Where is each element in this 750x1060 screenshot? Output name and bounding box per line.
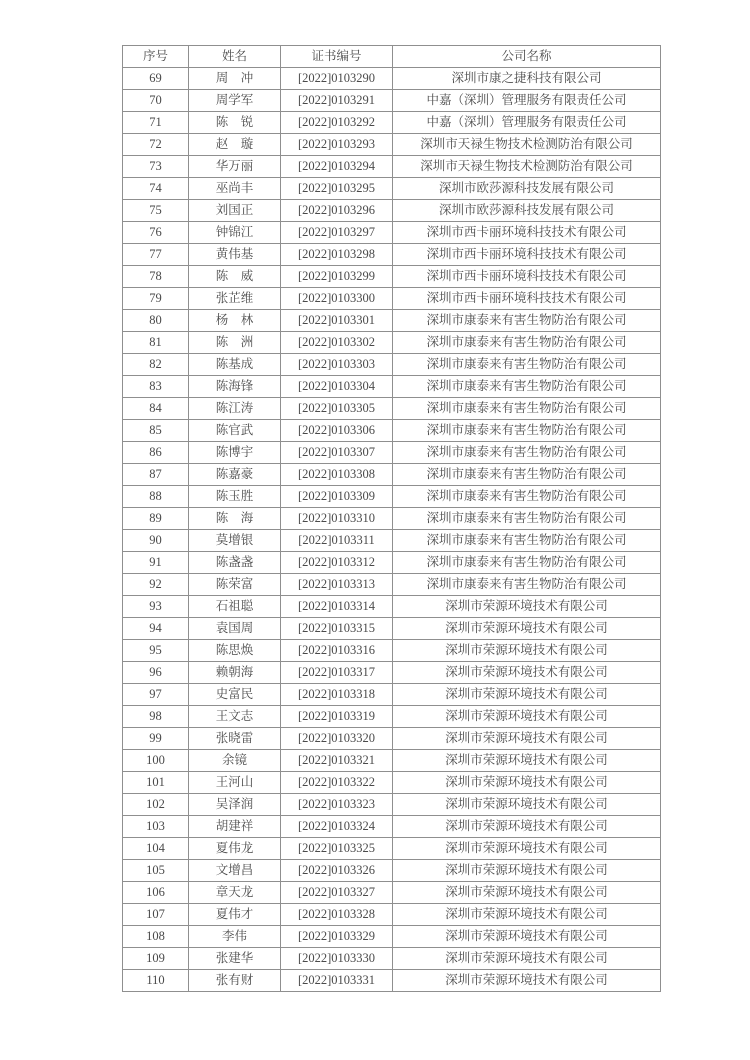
cell-company-name: 深圳市荣源环境技术有限公司: [393, 882, 661, 904]
cell-name: 刘国正: [189, 200, 281, 222]
cell-certificate-number: [2022]0103301: [281, 310, 393, 332]
cell-name: 巫尚丰: [189, 178, 281, 200]
cell-company-name: 深圳市康泰来有害生物防治有限公司: [393, 530, 661, 552]
certificate-table: [122, 45, 661, 992]
table-row: [123, 288, 661, 310]
cell-name: 李伟: [189, 926, 281, 948]
table-row: [123, 684, 661, 706]
cell-name: 史富民: [189, 684, 281, 706]
cell-name: 张晓雷: [189, 728, 281, 750]
table-row: [123, 398, 661, 420]
cell-serial-number: 106: [123, 882, 189, 904]
cell-certificate-number: [2022]0103317: [281, 662, 393, 684]
cell-certificate-number: [2022]0103307: [281, 442, 393, 464]
cell-company-name: 深圳市欧莎源科技发展有限公司: [393, 200, 661, 222]
cell-serial-number: 75: [123, 200, 189, 222]
cell-company-name: 深圳市荣源环境技术有限公司: [393, 684, 661, 706]
table-row: [123, 860, 661, 882]
cell-company-name: 中嘉（深圳）管理服务有限责任公司: [393, 112, 661, 134]
cell-certificate-number: [2022]0103330: [281, 948, 393, 970]
cell-certificate-number: [2022]0103321: [281, 750, 393, 772]
cell-company-name: 深圳市荣源环境技术有限公司: [393, 618, 661, 640]
cell-certificate-number: [2022]0103308: [281, 464, 393, 486]
certificate-table-container: [122, 45, 661, 992]
cell-serial-number: 108: [123, 926, 189, 948]
table-row: [123, 706, 661, 728]
cell-certificate-number: [2022]0103315: [281, 618, 393, 640]
cell-certificate-number: [2022]0103331: [281, 970, 393, 992]
cell-certificate-number: [2022]0103291: [281, 90, 393, 112]
cell-name: 陈嘉豪: [189, 464, 281, 486]
cell-serial-number: 85: [123, 420, 189, 442]
table-row: [123, 926, 661, 948]
cell-certificate-number: [2022]0103304: [281, 376, 393, 398]
cell-company-name: 深圳市西卡丽环境科技技术有限公司: [393, 266, 661, 288]
table-row: [123, 882, 661, 904]
cell-company-name: 深圳市荣源环境技术有限公司: [393, 816, 661, 838]
header-company-name: 公司名称: [393, 46, 661, 68]
table-header-row: [123, 46, 661, 68]
cell-serial-number: 84: [123, 398, 189, 420]
table-row: [123, 200, 661, 222]
cell-name: 陈江涛: [189, 398, 281, 420]
cell-serial-number: 91: [123, 552, 189, 574]
cell-name: 陈博宇: [189, 442, 281, 464]
cell-certificate-number: [2022]0103326: [281, 860, 393, 882]
cell-serial-number: 105: [123, 860, 189, 882]
cell-serial-number: 98: [123, 706, 189, 728]
cell-certificate-number: [2022]0103294: [281, 156, 393, 178]
cell-certificate-number: [2022]0103298: [281, 244, 393, 266]
cell-serial-number: 86: [123, 442, 189, 464]
cell-certificate-number: [2022]0103303: [281, 354, 393, 376]
table-row: [123, 90, 661, 112]
cell-certificate-number: [2022]0103329: [281, 926, 393, 948]
cell-name: 张建华: [189, 948, 281, 970]
cell-company-name: 深圳市荣源环境技术有限公司: [393, 794, 661, 816]
table-row: [123, 112, 661, 134]
cell-certificate-number: [2022]0103311: [281, 530, 393, 552]
cell-serial-number: 93: [123, 596, 189, 618]
cell-serial-number: 96: [123, 662, 189, 684]
cell-company-name: 深圳市康泰来有害生物防治有限公司: [393, 310, 661, 332]
cell-company-name: 深圳市康泰来有害生物防治有限公司: [393, 486, 661, 508]
cell-serial-number: 79: [123, 288, 189, 310]
cell-serial-number: 100: [123, 750, 189, 772]
cell-certificate-number: [2022]0103290: [281, 68, 393, 90]
cell-company-name: 深圳市荣源环境技术有限公司: [393, 838, 661, 860]
cell-name: 陈 洲: [189, 332, 281, 354]
cell-company-name: 深圳市荣源环境技术有限公司: [393, 706, 661, 728]
cell-certificate-number: [2022]0103319: [281, 706, 393, 728]
cell-name: 陈思焕: [189, 640, 281, 662]
cell-name: 石祖聪: [189, 596, 281, 618]
cell-name: 胡建祥: [189, 816, 281, 838]
cell-certificate-number: [2022]0103295: [281, 178, 393, 200]
table-row: [123, 596, 661, 618]
cell-serial-number: 81: [123, 332, 189, 354]
cell-name: 莫增银: [189, 530, 281, 552]
cell-certificate-number: [2022]0103316: [281, 640, 393, 662]
cell-serial-number: 87: [123, 464, 189, 486]
table-row: [123, 244, 661, 266]
cell-company-name: 深圳市康泰来有害生物防治有限公司: [393, 332, 661, 354]
cell-name: 陈海锋: [189, 376, 281, 398]
table-row: [123, 838, 661, 860]
cell-name: 吴泽润: [189, 794, 281, 816]
cell-name: 夏伟才: [189, 904, 281, 926]
cell-name: 章天龙: [189, 882, 281, 904]
cell-company-name: 中嘉（深圳）管理服务有限责任公司: [393, 90, 661, 112]
cell-company-name: 深圳市康泰来有害生物防治有限公司: [393, 354, 661, 376]
table-row: [123, 486, 661, 508]
cell-name: 周学军: [189, 90, 281, 112]
cell-company-name: 深圳市天禄生物技术检测防治有限公司: [393, 134, 661, 156]
cell-company-name: 深圳市荣源环境技术有限公司: [393, 948, 661, 970]
cell-serial-number: 94: [123, 618, 189, 640]
cell-certificate-number: [2022]0103292: [281, 112, 393, 134]
cell-certificate-number: [2022]0103327: [281, 882, 393, 904]
cell-name: 余镜: [189, 750, 281, 772]
cell-serial-number: 102: [123, 794, 189, 816]
table-row: [123, 750, 661, 772]
cell-serial-number: 74: [123, 178, 189, 200]
cell-serial-number: 78: [123, 266, 189, 288]
cell-serial-number: 88: [123, 486, 189, 508]
cell-serial-number: 80: [123, 310, 189, 332]
cell-serial-number: 92: [123, 574, 189, 596]
table-row: [123, 552, 661, 574]
cell-name: 张有财: [189, 970, 281, 992]
cell-certificate-number: [2022]0103299: [281, 266, 393, 288]
cell-serial-number: 82: [123, 354, 189, 376]
cell-company-name: 深圳市康泰来有害生物防治有限公司: [393, 442, 661, 464]
cell-name: 周 冲: [189, 68, 281, 90]
cell-serial-number: 99: [123, 728, 189, 750]
table-row: [123, 464, 661, 486]
table-row: [123, 816, 661, 838]
cell-certificate-number: [2022]0103293: [281, 134, 393, 156]
cell-serial-number: 109: [123, 948, 189, 970]
table-row: [123, 68, 661, 90]
table-row: [123, 332, 661, 354]
cell-certificate-number: [2022]0103306: [281, 420, 393, 442]
table-row: [123, 310, 661, 332]
cell-serial-number: 73: [123, 156, 189, 178]
cell-company-name: 深圳市荣源环境技术有限公司: [393, 926, 661, 948]
cell-serial-number: 71: [123, 112, 189, 134]
table-row: [123, 970, 661, 992]
cell-company-name: 深圳市荣源环境技术有限公司: [393, 640, 661, 662]
cell-serial-number: 90: [123, 530, 189, 552]
cell-serial-number: 89: [123, 508, 189, 530]
cell-company-name: 深圳市康泰来有害生物防治有限公司: [393, 508, 661, 530]
cell-company-name: 深圳市西卡丽环境科技技术有限公司: [393, 222, 661, 244]
cell-certificate-number: [2022]0103325: [281, 838, 393, 860]
cell-serial-number: 72: [123, 134, 189, 156]
table-row: [123, 904, 661, 926]
cell-name: 华万丽: [189, 156, 281, 178]
cell-serial-number: 107: [123, 904, 189, 926]
table-row: [123, 442, 661, 464]
cell-serial-number: 76: [123, 222, 189, 244]
cell-name: 陈官武: [189, 420, 281, 442]
table-row: [123, 266, 661, 288]
cell-certificate-number: [2022]0103322: [281, 772, 393, 794]
cell-company-name: 深圳市荣源环境技术有限公司: [393, 750, 661, 772]
cell-company-name: 深圳市西卡丽环境科技技术有限公司: [393, 244, 661, 266]
cell-company-name: 深圳市荣源环境技术有限公司: [393, 596, 661, 618]
cell-name: 陈荣富: [189, 574, 281, 596]
cell-certificate-number: [2022]0103318: [281, 684, 393, 706]
table-row: [123, 134, 661, 156]
cell-serial-number: 97: [123, 684, 189, 706]
cell-company-name: 深圳市康泰来有害生物防治有限公司: [393, 398, 661, 420]
cell-name: 张芷维: [189, 288, 281, 310]
table-row: [123, 772, 661, 794]
cell-name: 陈 锐: [189, 112, 281, 134]
cell-certificate-number: [2022]0103309: [281, 486, 393, 508]
cell-certificate-number: [2022]0103320: [281, 728, 393, 750]
cell-name: 陈 威: [189, 266, 281, 288]
table-row: [123, 508, 661, 530]
table-row: [123, 530, 661, 552]
cell-company-name: 深圳市康泰来有害生物防治有限公司: [393, 552, 661, 574]
cell-company-name: 深圳市荣源环境技术有限公司: [393, 728, 661, 750]
cell-certificate-number: [2022]0103305: [281, 398, 393, 420]
cell-serial-number: 77: [123, 244, 189, 266]
table-row: [123, 618, 661, 640]
table-body: [123, 68, 661, 992]
cell-company-name: 深圳市荣源环境技术有限公司: [393, 904, 661, 926]
cell-name: 黄伟基: [189, 244, 281, 266]
cell-name: 陈玉胜: [189, 486, 281, 508]
cell-name: 赵 璇: [189, 134, 281, 156]
cell-serial-number: 101: [123, 772, 189, 794]
cell-certificate-number: [2022]0103296: [281, 200, 393, 222]
cell-company-name: 深圳市康泰来有害生物防治有限公司: [393, 574, 661, 596]
cell-company-name: 深圳市荣源环境技术有限公司: [393, 860, 661, 882]
cell-name: 赖朝海: [189, 662, 281, 684]
table-row: [123, 948, 661, 970]
cell-name: 王文志: [189, 706, 281, 728]
cell-name: 陈基成: [189, 354, 281, 376]
cell-company-name: 深圳市欧莎源科技发展有限公司: [393, 178, 661, 200]
cell-name: 夏伟龙: [189, 838, 281, 860]
table-row: [123, 156, 661, 178]
cell-certificate-number: [2022]0103313: [281, 574, 393, 596]
cell-name: 陈盏盏: [189, 552, 281, 574]
cell-company-name: 深圳市荣源环境技术有限公司: [393, 772, 661, 794]
cell-serial-number: 103: [123, 816, 189, 838]
cell-company-name: 深圳市西卡丽环境科技技术有限公司: [393, 288, 661, 310]
cell-company-name: 深圳市荣源环境技术有限公司: [393, 970, 661, 992]
cell-company-name: 深圳市天禄生物技术检测防治有限公司: [393, 156, 661, 178]
cell-certificate-number: [2022]0103312: [281, 552, 393, 574]
cell-company-name: 深圳市康泰来有害生物防治有限公司: [393, 464, 661, 486]
table-row: [123, 222, 661, 244]
header-serial-number: 序号: [123, 46, 189, 68]
cell-certificate-number: [2022]0103323: [281, 794, 393, 816]
cell-serial-number: 110: [123, 970, 189, 992]
table-row: [123, 662, 661, 684]
cell-serial-number: 69: [123, 68, 189, 90]
cell-name: 陈 海: [189, 508, 281, 530]
cell-serial-number: 83: [123, 376, 189, 398]
table-row: [123, 728, 661, 750]
table-row: [123, 640, 661, 662]
table-row: [123, 376, 661, 398]
cell-name: 钟锦江: [189, 222, 281, 244]
cell-certificate-number: [2022]0103314: [281, 596, 393, 618]
table-row: [123, 574, 661, 596]
cell-serial-number: 70: [123, 90, 189, 112]
cell-company-name: 深圳市康之捷科技有限公司: [393, 68, 661, 90]
cell-name: 杨 林: [189, 310, 281, 332]
cell-certificate-number: [2022]0103310: [281, 508, 393, 530]
cell-certificate-number: [2022]0103300: [281, 288, 393, 310]
cell-certificate-number: [2022]0103328: [281, 904, 393, 926]
cell-company-name: 深圳市康泰来有害生物防治有限公司: [393, 376, 661, 398]
cell-certificate-number: [2022]0103302: [281, 332, 393, 354]
table-row: [123, 354, 661, 376]
cell-company-name: 深圳市荣源环境技术有限公司: [393, 662, 661, 684]
cell-certificate-number: [2022]0103297: [281, 222, 393, 244]
cell-serial-number: 104: [123, 838, 189, 860]
header-certificate-number: 证书编号: [281, 46, 393, 68]
cell-company-name: 深圳市康泰来有害生物防治有限公司: [393, 420, 661, 442]
cell-name: 文增昌: [189, 860, 281, 882]
table-row: [123, 794, 661, 816]
table-row: [123, 420, 661, 442]
cell-name: 王河山: [189, 772, 281, 794]
header-name: 姓名: [189, 46, 281, 68]
cell-certificate-number: [2022]0103324: [281, 816, 393, 838]
cell-serial-number: 95: [123, 640, 189, 662]
cell-name: 袁国周: [189, 618, 281, 640]
table-row: [123, 178, 661, 200]
